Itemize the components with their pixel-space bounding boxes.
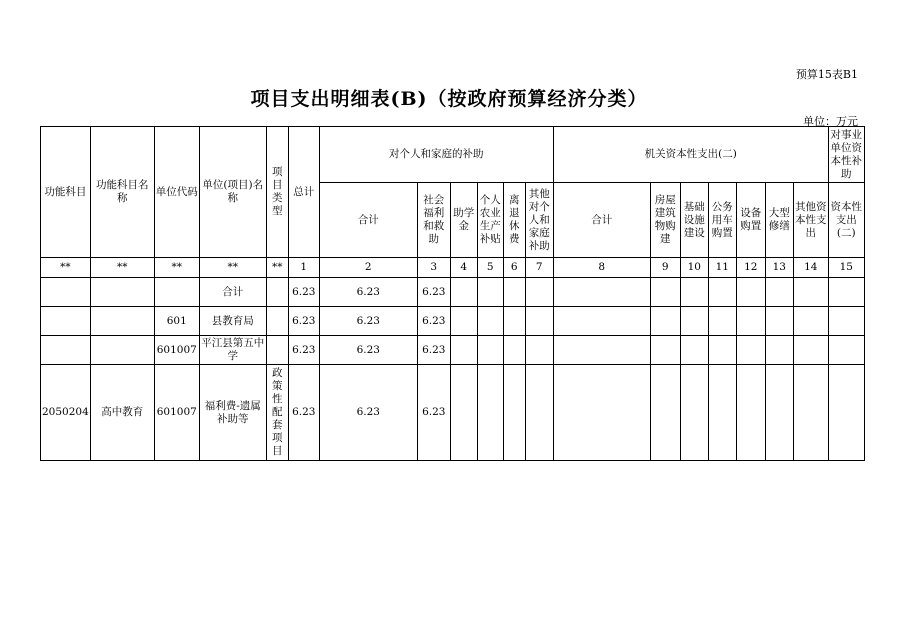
header-personal-subtotal: 合计 <box>319 183 417 258</box>
index-cell: ** <box>154 258 199 278</box>
empty-cell <box>680 365 708 461</box>
expenditure-table <box>40 126 865 461</box>
func-name-cell: 高中教育 <box>90 365 154 461</box>
empty-cell <box>650 336 680 365</box>
index-cell: 5 <box>477 258 503 278</box>
header-other-capital: 其他资本性支出 <box>793 183 828 258</box>
index-cell: 1 <box>288 258 319 278</box>
page-title: 项目支出明细表(B)（按政府预算经济分类） <box>250 88 648 110</box>
func-code-cell: 2050204 <box>41 365 91 461</box>
empty-cell <box>650 365 680 461</box>
empty-cell <box>736 365 765 461</box>
empty-cell <box>736 336 765 365</box>
unit-name-cell: 福利费-遗属补助等 <box>199 365 266 461</box>
empty-cell <box>477 365 503 461</box>
empty-cell <box>765 365 793 461</box>
index-cell: 8 <box>553 258 650 278</box>
empty-cell <box>525 365 553 461</box>
empty-cell <box>828 336 864 365</box>
header-enterprise-group: 对事业单位资本性补助 <box>828 127 864 183</box>
empty-cell <box>503 278 525 307</box>
empty-cell <box>477 278 503 307</box>
header-other-personal: 其他对个人和家庭补助 <box>525 183 553 258</box>
header-enterprise-capital: 资本性支出(二) <box>828 183 864 258</box>
index-cell: ** <box>199 258 266 278</box>
header-func-code: 功能科目 <box>41 127 91 258</box>
index-row <box>41 258 865 278</box>
header-personal-group: 对个人和家庭的补助 <box>319 127 553 183</box>
social-welfare-cell: 6.23 <box>417 307 450 336</box>
total-cell: 6.23 <box>288 336 319 365</box>
empty-cell <box>450 278 477 307</box>
empty-cell <box>477 336 503 365</box>
empty-cell <box>765 307 793 336</box>
unit-code-cell <box>154 278 199 307</box>
unit-name-cell: 县教育局 <box>199 307 266 336</box>
empty-cell <box>680 336 708 365</box>
func-code-cell <box>41 336 91 365</box>
personal-subtotal-cell: 6.23 <box>319 365 417 461</box>
unit-name-cell: 合计 <box>199 278 266 307</box>
index-cell: 3 <box>417 258 450 278</box>
empty-cell <box>793 307 828 336</box>
func-code-cell <box>41 307 91 336</box>
empty-cell <box>765 278 793 307</box>
personal-subtotal-cell: 6.23 <box>319 278 417 307</box>
header-social-welfare: 社会福利和救助 <box>417 183 450 258</box>
empty-cell <box>793 365 828 461</box>
unit-code-cell: 601 <box>154 307 199 336</box>
empty-cell <box>828 278 864 307</box>
header-equipment: 设备购置 <box>736 183 765 258</box>
total-cell: 6.23 <box>288 278 319 307</box>
index-cell: ** <box>266 258 288 278</box>
index-cell: 6 <box>503 258 525 278</box>
empty-cell <box>736 278 765 307</box>
index-cell: 12 <box>736 258 765 278</box>
header-capital-subtotal: 合计 <box>553 183 650 258</box>
unit-name-cell: 平江县第五中学 <box>199 336 266 365</box>
header-building: 房屋建筑物购建 <box>650 183 680 258</box>
total-cell: 6.23 <box>288 365 319 461</box>
header-unit-name: 单位(项目)名称 <box>199 127 266 258</box>
social-welfare-cell: 6.23 <box>417 278 450 307</box>
header-agri-subsidy: 个人农业生产补贴 <box>477 183 503 258</box>
empty-cell <box>828 365 864 461</box>
empty-cell <box>553 307 650 336</box>
project-type-cell <box>266 307 288 336</box>
empty-cell <box>553 336 650 365</box>
index-cell: ** <box>41 258 91 278</box>
empty-cell <box>525 307 553 336</box>
func-code-cell <box>41 278 91 307</box>
header-repair: 大型修缮 <box>765 183 793 258</box>
table-row <box>41 278 865 307</box>
empty-cell <box>525 278 553 307</box>
unit-code-cell: 601007 <box>154 336 199 365</box>
index-cell: 9 <box>650 258 680 278</box>
empty-cell <box>708 336 736 365</box>
index-cell: 4 <box>450 258 477 278</box>
form-reference: 预算15表B1 <box>795 68 858 81</box>
empty-cell <box>503 307 525 336</box>
empty-cell <box>650 307 680 336</box>
empty-cell <box>650 278 680 307</box>
project-type-cell: 政策性配套项目 <box>266 365 288 461</box>
func-name-cell <box>90 307 154 336</box>
table-row <box>41 336 865 365</box>
empty-cell <box>708 365 736 461</box>
index-cell: 11 <box>708 258 736 278</box>
header-infrastructure: 基础设施建设 <box>680 183 708 258</box>
social-welfare-cell: 6.23 <box>417 365 450 461</box>
empty-cell <box>708 307 736 336</box>
empty-cell <box>503 365 525 461</box>
header-unit-code: 单位代码 <box>154 127 199 258</box>
project-type-cell <box>266 278 288 307</box>
empty-cell <box>525 336 553 365</box>
index-cell: 2 <box>319 258 417 278</box>
empty-cell <box>477 307 503 336</box>
header-grant: 助学金 <box>450 183 477 258</box>
empty-cell <box>450 365 477 461</box>
index-cell: 13 <box>765 258 793 278</box>
empty-cell <box>736 307 765 336</box>
index-cell: ** <box>90 258 154 278</box>
empty-cell <box>765 336 793 365</box>
total-cell: 6.23 <box>288 307 319 336</box>
index-cell: 14 <box>793 258 828 278</box>
unit-code-cell: 601007 <box>154 365 199 461</box>
header-total: 总计 <box>288 127 319 258</box>
header-capital-group: 机关资本性支出(二) <box>553 127 828 183</box>
empty-cell <box>680 307 708 336</box>
index-cell: 7 <box>525 258 553 278</box>
empty-cell <box>450 336 477 365</box>
empty-cell <box>553 365 650 461</box>
index-cell: 10 <box>680 258 708 278</box>
empty-cell <box>503 336 525 365</box>
empty-cell <box>708 278 736 307</box>
header-retire: 离退休费 <box>503 183 525 258</box>
empty-cell <box>450 307 477 336</box>
social-welfare-cell: 6.23 <box>417 336 450 365</box>
func-name-cell <box>90 278 154 307</box>
header-func-name: 功能科目名称 <box>90 127 154 258</box>
header-vehicle: 公务用车购置 <box>708 183 736 258</box>
table-row <box>41 365 865 461</box>
project-type-cell <box>266 336 288 365</box>
empty-cell <box>553 278 650 307</box>
empty-cell <box>680 278 708 307</box>
personal-subtotal-cell: 6.23 <box>319 307 417 336</box>
func-name-cell <box>90 336 154 365</box>
unit-label: 单位：万元 <box>803 115 858 128</box>
empty-cell <box>793 336 828 365</box>
table-row <box>41 307 865 336</box>
header-project-type: 项目类型 <box>266 127 288 258</box>
empty-cell <box>828 307 864 336</box>
personal-subtotal-cell: 6.23 <box>319 336 417 365</box>
empty-cell <box>793 278 828 307</box>
index-cell: 15 <box>828 258 864 278</box>
